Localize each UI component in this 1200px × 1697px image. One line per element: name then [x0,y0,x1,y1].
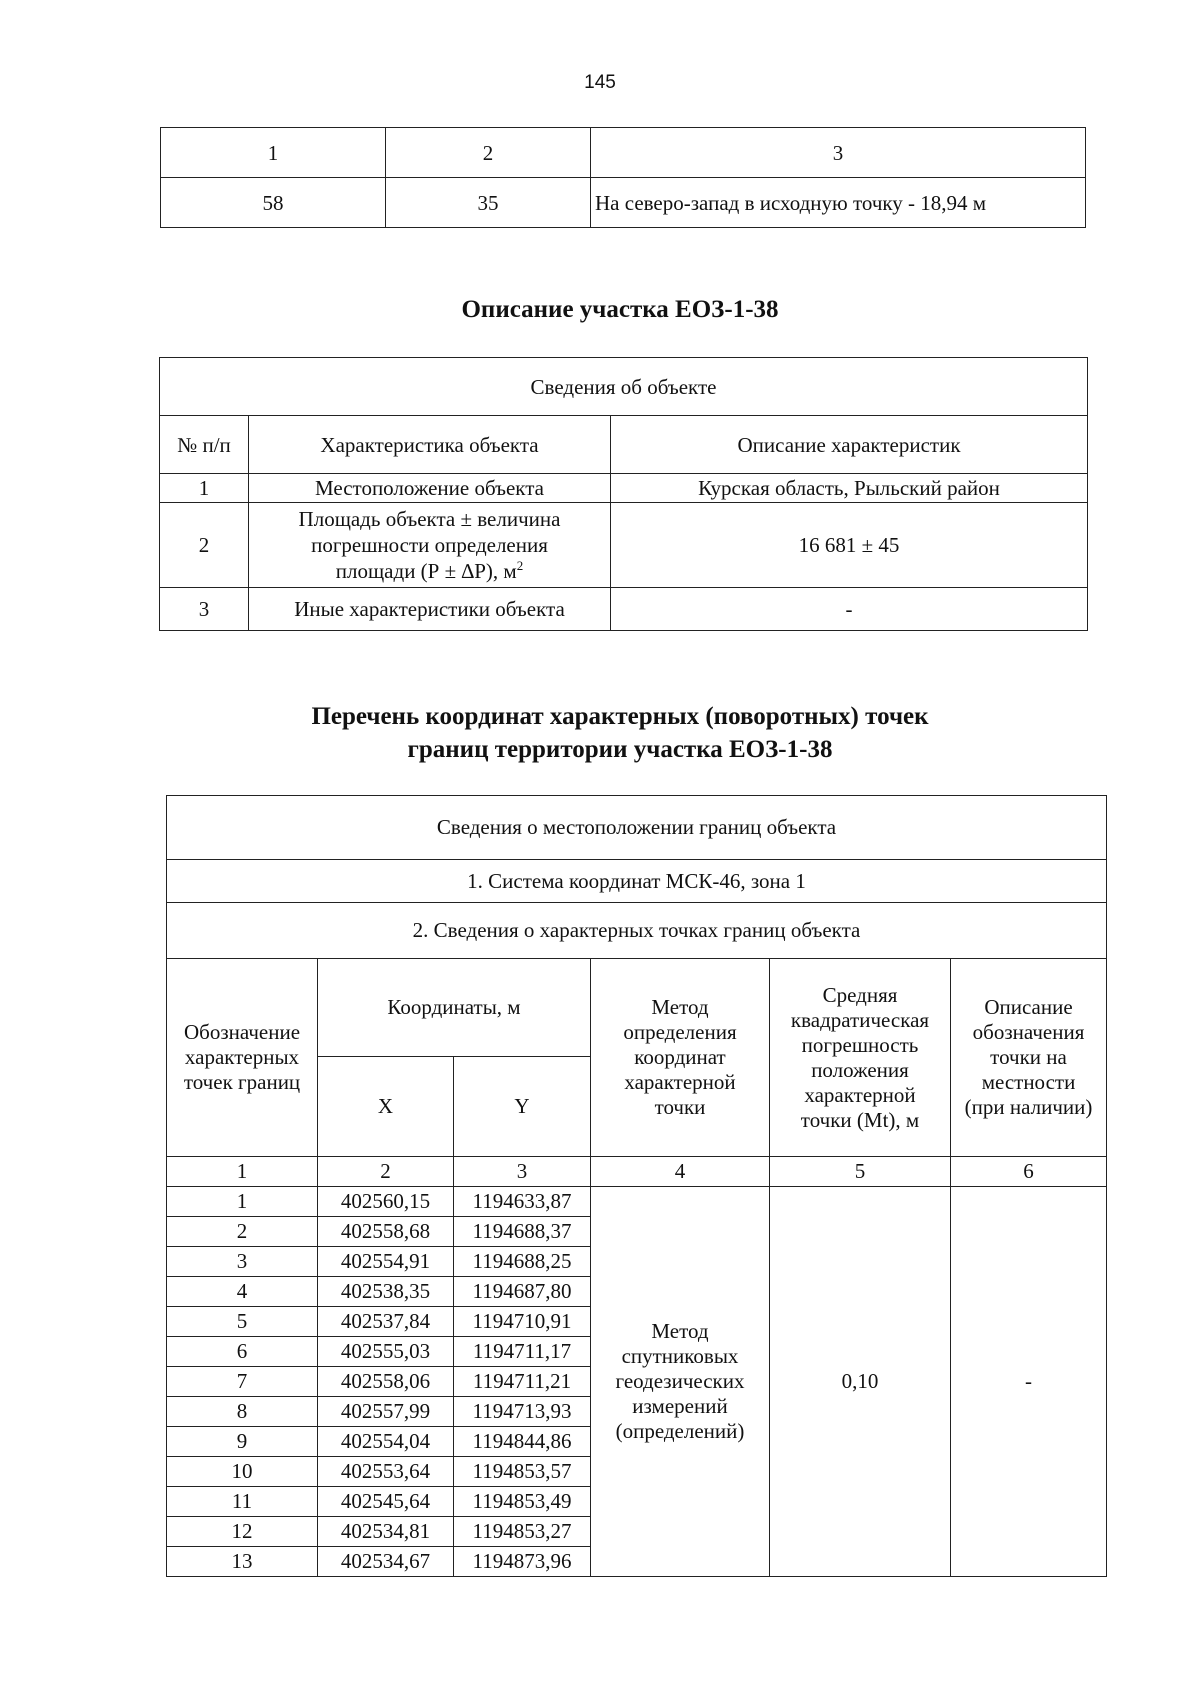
x-value: 402560,15 [318,1187,454,1217]
point-id: 2 [167,1217,318,1247]
section-title-line: границ территории участка ЕОЗ-1-38 [407,736,833,763]
text-line: положения [811,1057,909,1082]
text-line: погрешность [801,1032,919,1057]
coordinates-table [166,795,1107,1577]
x-value: 402554,91 [318,1247,454,1277]
description-header [951,959,1107,1157]
y-value: 1194633,87 [454,1187,591,1217]
section-title: Описание участка ЕОЗ-1-38 [461,296,779,323]
x-value: 402558,68 [318,1217,454,1247]
table-cell: - [611,588,1088,631]
y-value: 1194713,93 [454,1397,591,1427]
error-value: 0,10 [770,1187,951,1577]
table-cell: 1 [160,474,249,503]
x-value: 402558,06 [318,1367,454,1397]
method-header [591,959,770,1157]
method-value [591,1187,770,1577]
point-id: 4 [167,1277,318,1307]
y-value: 1194710,91 [454,1307,591,1337]
y-value: 1194711,21 [454,1367,591,1397]
page-number: 145 [584,72,616,93]
point-id: 9 [167,1427,318,1457]
table-caption: 1. Система координат МСК-46, зона 1 [167,860,1107,903]
column-number: 1 [167,1157,318,1187]
x-value: 402534,81 [318,1517,454,1547]
table-cell: 16 681 ± 45 [611,503,1088,588]
x-value: 402557,99 [318,1397,454,1427]
table-caption: 2. Сведения о характерных точках границ объекта [167,903,1107,959]
text-line: точек границ [183,1070,301,1094]
text-line: Метод [651,1319,709,1343]
table-cell: Курская область, Рыльский район [611,474,1088,503]
text-line: характерных [184,1045,300,1069]
continuation-table [160,127,1086,228]
header-cell: Характеристика объекта [249,416,611,474]
x-value: 402553,64 [318,1457,454,1487]
point-id: 6 [167,1337,318,1367]
point-id: 1 [167,1187,318,1217]
table-caption: Сведения об объекте [160,358,1088,416]
text-line: точки [654,1095,706,1119]
text-line: точки (Mt), м [800,1107,920,1132]
x-value: 402538,35 [318,1277,454,1307]
y-value: 1194688,37 [454,1217,591,1247]
header-cell: 2 [386,128,591,178]
object-info-table [159,357,1088,631]
point-id: 11 [167,1487,318,1517]
header-cell: 3 [591,128,1086,178]
text-line: Площадь объекта ± величина [298,507,561,531]
table-cell: 58 [161,178,386,228]
x-value: 402554,04 [318,1427,454,1457]
table-row [167,1187,1107,1217]
y-value: 1194853,49 [454,1487,591,1517]
point-id: 10 [167,1457,318,1487]
point-id: 8 [167,1397,318,1427]
y-value: 1194873,96 [454,1547,591,1577]
table-cell: Иные характеристики объекта [249,588,611,631]
x-value: 402537,84 [318,1307,454,1337]
point-id: 13 [167,1547,318,1577]
x-header: X [318,1057,454,1157]
table-cell: 3 [160,588,249,631]
section-title-line: Перечень координат характерных (поворотных) точек [311,703,929,730]
column-number: 2 [318,1157,454,1187]
designation-header [167,959,318,1157]
text-line: определения [623,1020,737,1044]
table-cell: На северо-запад в исходную точку - 18,94 м [591,178,1086,228]
table-cell [249,503,611,588]
text-line: Метод [651,995,709,1019]
description-value: - [951,1187,1107,1577]
header-cell: Описание характеристик [611,416,1088,474]
text-line: геодезических [615,1369,745,1393]
column-number: 4 [591,1157,770,1187]
y-value: 1194711,17 [454,1337,591,1367]
column-number: 3 [454,1157,591,1187]
error-header [770,959,951,1157]
table-cell: Местоположение объекта [249,474,611,503]
y-value: 1194853,27 [454,1517,591,1547]
text-line: характерной [804,1082,916,1107]
text-line: спутниковых [621,1344,739,1368]
y-value: 1194853,57 [454,1457,591,1487]
point-id: 5 [167,1307,318,1337]
text-line: точки на [990,1045,1067,1069]
text-line: измерений [632,1394,728,1418]
y-value: 1194687,80 [454,1277,591,1307]
text-line: Средняя [822,982,898,1007]
column-number: 5 [770,1157,951,1187]
text-line: координат [634,1045,726,1069]
x-value: 402534,67 [318,1547,454,1577]
text-line: (определений) [615,1419,745,1443]
text-line: Описание [984,995,1073,1019]
point-id: 7 [167,1367,318,1397]
text-line: квадратическая [790,1007,930,1032]
text-line: Обозначение [183,1020,301,1044]
point-id: 3 [167,1247,318,1277]
header-cell: № п/п [160,416,249,474]
text-line: (при наличии) [964,1095,1093,1119]
x-value: 402545,64 [318,1487,454,1517]
text-line: местности [981,1070,1076,1094]
y-value: 1194844,86 [454,1427,591,1457]
table-caption: Сведения о местоположении границ объекта [167,796,1107,860]
text-line: характерной [624,1070,736,1094]
header-cell: 1 [161,128,386,178]
text-line: погрешности определения [311,533,548,557]
table-cell: 35 [386,178,591,228]
text-line: обозначения [972,1020,1085,1044]
column-number: 6 [951,1157,1107,1187]
y-value: 1194688,25 [454,1247,591,1277]
text-line: площади (Р ± ∆Р), м [335,559,517,583]
coordinates-header: Координаты, м [318,959,591,1057]
superscript: 2 [516,558,524,573]
table-cell: 2 [160,503,249,588]
x-value: 402555,03 [318,1337,454,1367]
point-id: 12 [167,1517,318,1547]
y-header: Y [454,1057,591,1157]
